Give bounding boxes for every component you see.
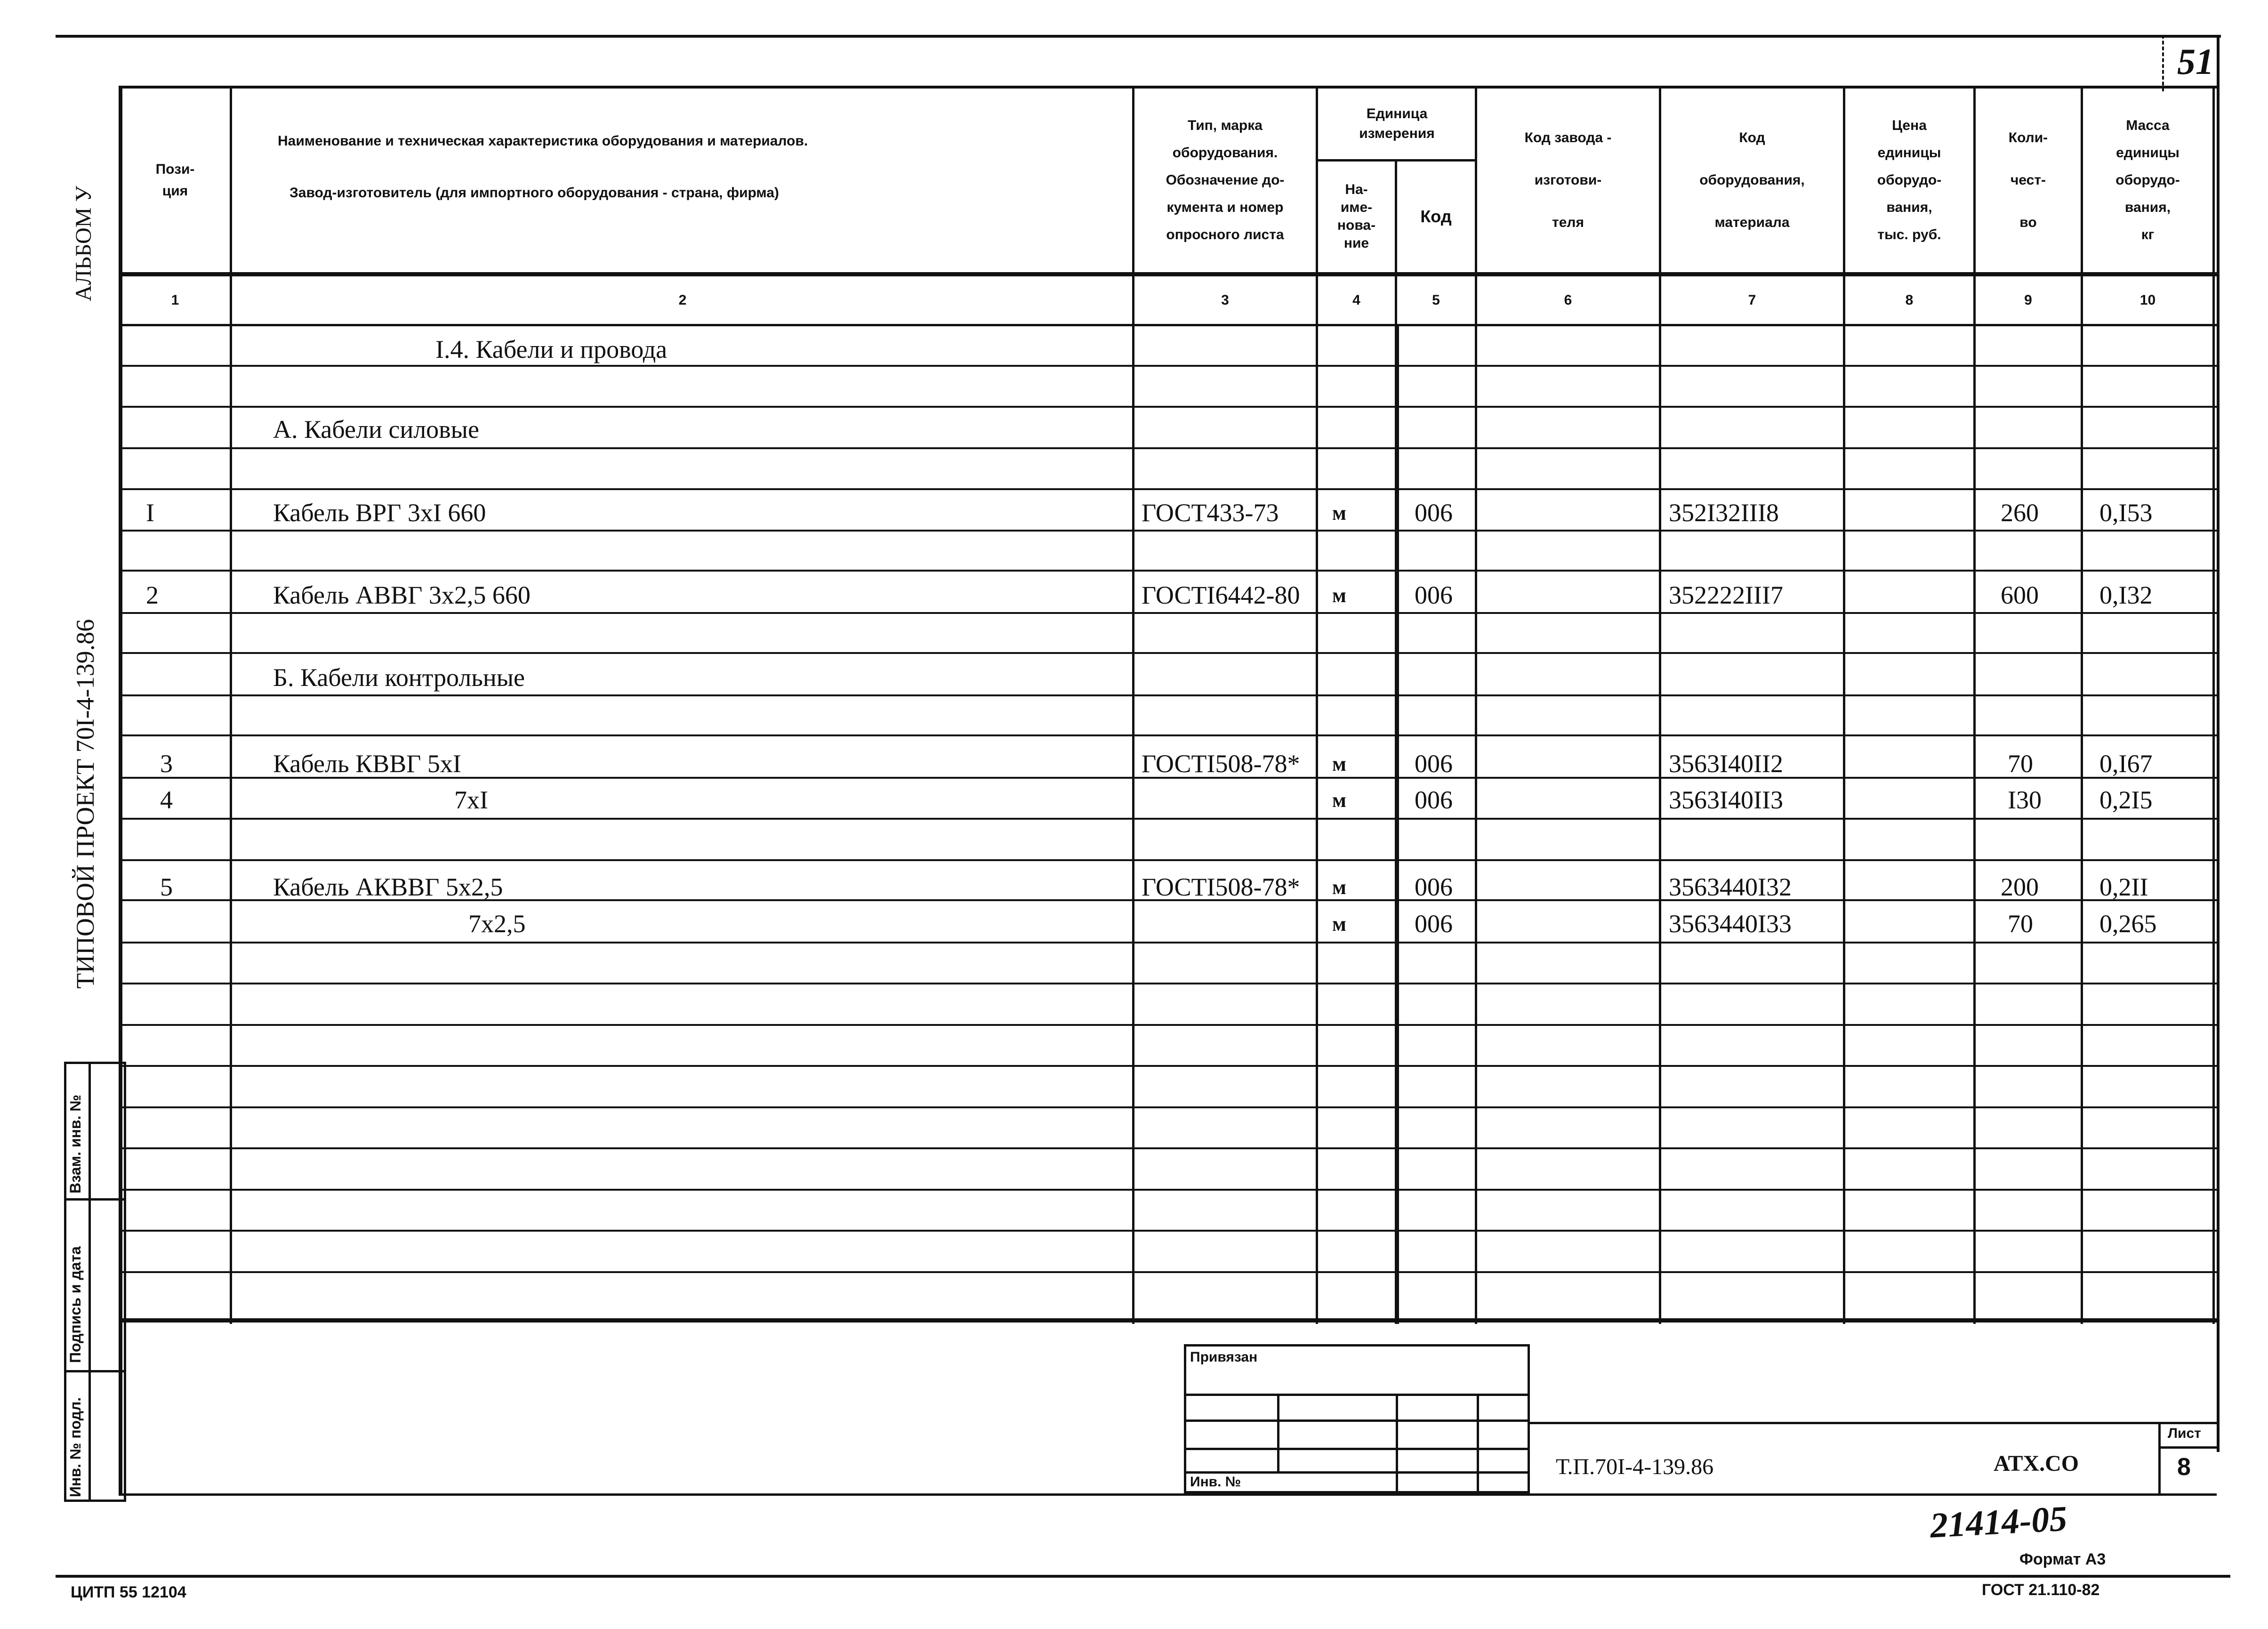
col-number-1: 1 <box>171 292 179 308</box>
row-6-mass: 0,I32 <box>2099 581 2153 609</box>
header-unit-name: На- име- нова- ние <box>1337 182 1376 251</box>
row-separator <box>119 652 2217 654</box>
attached-vline-3 <box>1477 1394 1479 1493</box>
col-line-5-thick <box>1395 325 1399 1324</box>
sheet-number: 8 <box>2177 1453 2191 1481</box>
row-10-code: 006 <box>1415 750 1453 778</box>
row-6-quantity: 600 <box>2001 581 2039 609</box>
row-separator <box>119 365 2217 367</box>
col-number-7: 7 <box>1748 292 1756 308</box>
row-6-name: Кабель АВВГ 3х2,5 660 <box>273 581 531 609</box>
row-separator <box>119 734 2217 736</box>
row-separator <box>119 1230 2217 1232</box>
row-13-code: 006 <box>1415 873 1453 901</box>
row-separator <box>119 1065 2217 1067</box>
row-separator <box>119 694 2217 696</box>
stamp-replacement-inventory: Взам. инв. № <box>67 1095 84 1194</box>
row-14-quantity: 70 <box>2008 910 2033 938</box>
row-10-doc: ГОСТI508-78* <box>1142 750 1300 778</box>
row-14-unit: м <box>1332 912 1346 935</box>
row-separator <box>119 570 2217 572</box>
stamp-signature-date: Подпись и дата <box>67 1246 84 1363</box>
row-10-mass: 0,I67 <box>2099 750 2153 778</box>
col-number-3: 3 <box>1221 292 1229 308</box>
header-unit-price: Цена единицы оборудо- вания, тыс. руб. <box>1877 118 1942 242</box>
header-material-code: Код оборудования, материала <box>1699 130 1805 230</box>
row-14-material-code: 3563440I33 <box>1669 910 1792 938</box>
doc-code-top-line <box>1530 1422 2217 1424</box>
col-line-right <box>2212 86 2215 1324</box>
col-line-2 <box>230 86 232 1324</box>
row-separator <box>119 818 2217 820</box>
page-number-divider <box>2162 35 2164 91</box>
row-11-material-code: 3563I40II3 <box>1669 786 1783 814</box>
row-13-mass: 0,2II <box>2099 873 2148 901</box>
row-4-code: 006 <box>1415 499 1453 527</box>
row-separator <box>119 488 2217 490</box>
sheet-label: Лист <box>2168 1426 2201 1441</box>
attached-vline-2 <box>1396 1394 1398 1493</box>
row-6-doc: ГОСТI6442-80 <box>1142 581 1300 609</box>
stamp-divider-2 <box>64 1370 126 1372</box>
row-separator <box>119 1189 2217 1191</box>
row-4-unit: м <box>1332 501 1346 524</box>
album-label: АЛЬБОМ У <box>71 185 96 301</box>
header-quantity: Коли- чест- во <box>2008 130 2048 230</box>
row-11-name: 7хI <box>454 786 488 814</box>
row-separator <box>119 859 2217 861</box>
sheet-box-left-line <box>2158 1422 2161 1493</box>
row-separator <box>119 1024 2217 1026</box>
col-number-10: 10 <box>2139 292 2156 308</box>
row-separator <box>119 447 2217 449</box>
row-13-quantity: 200 <box>2001 873 2039 901</box>
row-14-mass: 0,265 <box>2099 910 2157 938</box>
frame-bottom-line <box>119 1493 2217 1496</box>
row-4-material-code: 352I32III8 <box>1669 499 1779 527</box>
row-13-name: Кабель АКВВГ 5х2,5 <box>273 873 503 901</box>
row-separator <box>119 1106 2217 1108</box>
bottom-border-line <box>56 1575 2230 1578</box>
row-6-unit: м <box>1332 584 1346 607</box>
row-13-position: 5 <box>160 873 173 901</box>
row-separator <box>119 942 2217 944</box>
row-2-name: А. Кабели силовые <box>273 415 479 444</box>
row-11-quantity: I30 <box>2008 786 2042 814</box>
row-8-name: Б. Кабели контрольные <box>273 663 525 692</box>
number-row-bottom-line <box>119 324 2217 326</box>
header-position: Пози- ция <box>155 161 195 199</box>
stamp-inner-line <box>88 1062 91 1502</box>
header-type-mark: Тип, марка оборудования. Обозначение до- кумента и номер опросного листа <box>1166 118 1285 242</box>
row-10-unit: м <box>1332 752 1346 775</box>
row-13-doc: ГОСТI508-78* <box>1142 873 1300 901</box>
header-name-line1: Наименование и техническая характеристика оборудования и материалов. <box>278 133 808 149</box>
row-14-code: 006 <box>1415 910 1453 938</box>
row-4-mass: 0,I53 <box>2099 499 2153 527</box>
attached-label: Привязан <box>1190 1349 1258 1365</box>
row-10-name: Кабель КВВГ 5хI <box>273 750 461 778</box>
row-0-name: I.4. Кабели и провода <box>435 335 668 363</box>
row-10-position: 3 <box>160 750 173 778</box>
header-unit-group: Единица измерения <box>1359 105 1435 141</box>
col-number-4: 4 <box>1352 292 1360 308</box>
row-4-doc: ГОСТ433-73 <box>1142 499 1279 527</box>
row-11-unit: м <box>1332 789 1346 812</box>
table-bottom-line <box>119 1318 2217 1323</box>
header-unit-mass: Масса единицы оборудо- вания, кг <box>2115 118 2180 242</box>
col-number-2: 2 <box>678 292 687 308</box>
header-unit-code: Код <box>1420 207 1452 226</box>
row-separator <box>119 983 2217 984</box>
row-14-name: 7х2,5 <box>468 910 526 938</box>
right-border-line <box>2217 35 2220 1452</box>
page-number: 51 <box>2177 41 2214 82</box>
row-11-mass: 0,2I5 <box>2099 786 2153 814</box>
document-code: Т.П.70I-4-139.86 <box>1556 1454 1714 1479</box>
row-separator <box>119 1147 2217 1149</box>
header-bottom-line <box>119 272 2217 276</box>
paper-format: Формат А3 <box>2019 1550 2106 1568</box>
row-13-unit: м <box>1332 876 1346 899</box>
row-6-position: 2 <box>146 581 159 609</box>
header-factory-code: Код завода - изготови- теля <box>1524 130 1612 230</box>
inventory-number-label: Инв. № <box>1190 1474 1241 1490</box>
row-10-quantity: 70 <box>2008 750 2033 778</box>
row-4-quantity: 260 <box>2001 499 2039 527</box>
row-6-code: 006 <box>1415 581 1453 609</box>
row-separator <box>119 1271 2217 1273</box>
row-11-code: 006 <box>1415 786 1453 814</box>
row-11-position: 4 <box>160 786 173 814</box>
row-13-material-code: 3563440I32 <box>1669 873 1792 901</box>
header-name-line2: Завод-изготовитель (для импортного оборудования - страна, фирма) <box>290 185 779 201</box>
handwritten-number: 21414-05 <box>1929 1499 2068 1546</box>
stamp-inventory-original: Инв. № подл. <box>67 1397 84 1497</box>
row-4-position: I <box>146 499 154 527</box>
gost-standard: ГОСТ 21.110-82 <box>1982 1581 2100 1599</box>
top-border-line <box>56 35 2221 38</box>
row-10-material-code: 3563I40II2 <box>1669 750 1783 778</box>
row-4-name: Кабель ВРГ 3хI 660 <box>273 499 486 527</box>
col-number-6: 6 <box>1564 292 1572 308</box>
project-label: ТИПОВОЙ ПРОЕКТ 70I-4-139.86 <box>71 619 99 989</box>
sheet-box-mid-line <box>2158 1446 2217 1449</box>
row-separator <box>119 530 2217 532</box>
row-separator <box>119 406 2217 408</box>
col-number-9: 9 <box>2024 292 2032 308</box>
col-number-8: 8 <box>1905 292 1914 308</box>
stamp-divider-1 <box>64 1198 126 1201</box>
row-separator <box>119 612 2217 614</box>
row-6-material-code: 352222III7 <box>1669 581 1783 609</box>
col-number-5: 5 <box>1432 292 1440 308</box>
publisher-code: ЦИТП 55 12104 <box>71 1583 186 1601</box>
document-mark: АТХ.СО <box>1994 1451 2079 1476</box>
attached-vline-1 <box>1277 1394 1279 1471</box>
